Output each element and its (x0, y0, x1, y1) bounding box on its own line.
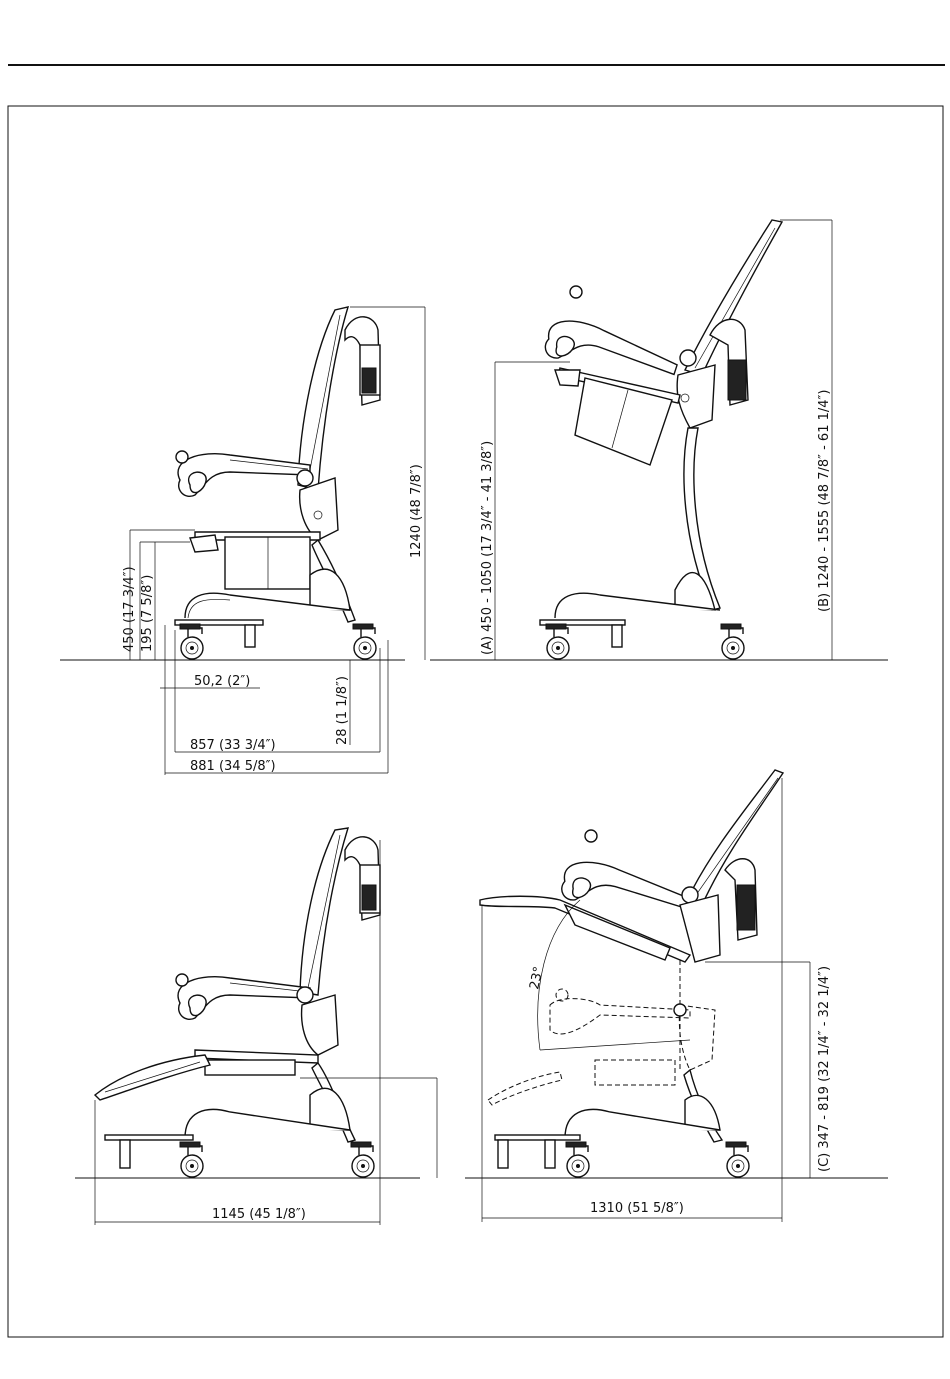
dim-footrest-height: 195 (7 5/8″) (140, 574, 155, 652)
chair-view-upright (60, 307, 425, 775)
chair-view-reclined (75, 828, 437, 1225)
dim-length-full-recline: 1310 (51 5/8″) (590, 1201, 684, 1216)
arm-pivot (297, 470, 313, 486)
arm-pivot (297, 987, 313, 1003)
dim-seat-height: 450 (17 3/4″) (122, 566, 137, 652)
dim-length-reclined: 1145 (45 1/8″) (212, 1207, 306, 1222)
footplate (105, 1135, 193, 1140)
dim-overall-height: 1240 (48 7/8″) (409, 464, 424, 558)
dim-footrest-offset: 50,2 (2″) (194, 674, 251, 689)
dim-seat-height-range-a: (A) 450 - 1050 (17 3/4″ - 41 3/8″) (480, 440, 495, 655)
dim-depth-881: 881 (34 5/8″) (190, 759, 276, 774)
arm-pivot (680, 350, 696, 366)
dim-depth-857: 857 (33 3/4″) (190, 738, 276, 753)
dim-overall-height-range-b: (B) 1240 - 1555 (48 7/8″ - 61 1/4″) (817, 389, 832, 612)
backrest (298, 307, 348, 490)
dim-ground-clearance: 28 (1 1/8″) (335, 676, 350, 745)
dim-seat-height-range-c: (C) 347 - 819 (32 1/4″ - 32 1/4″) (817, 965, 832, 1172)
leg-rest (95, 1055, 210, 1100)
page-border (8, 106, 943, 1337)
footplate (495, 1135, 580, 1140)
leg-rest (225, 537, 310, 589)
dim-tilt-angle: 23° (527, 965, 547, 991)
